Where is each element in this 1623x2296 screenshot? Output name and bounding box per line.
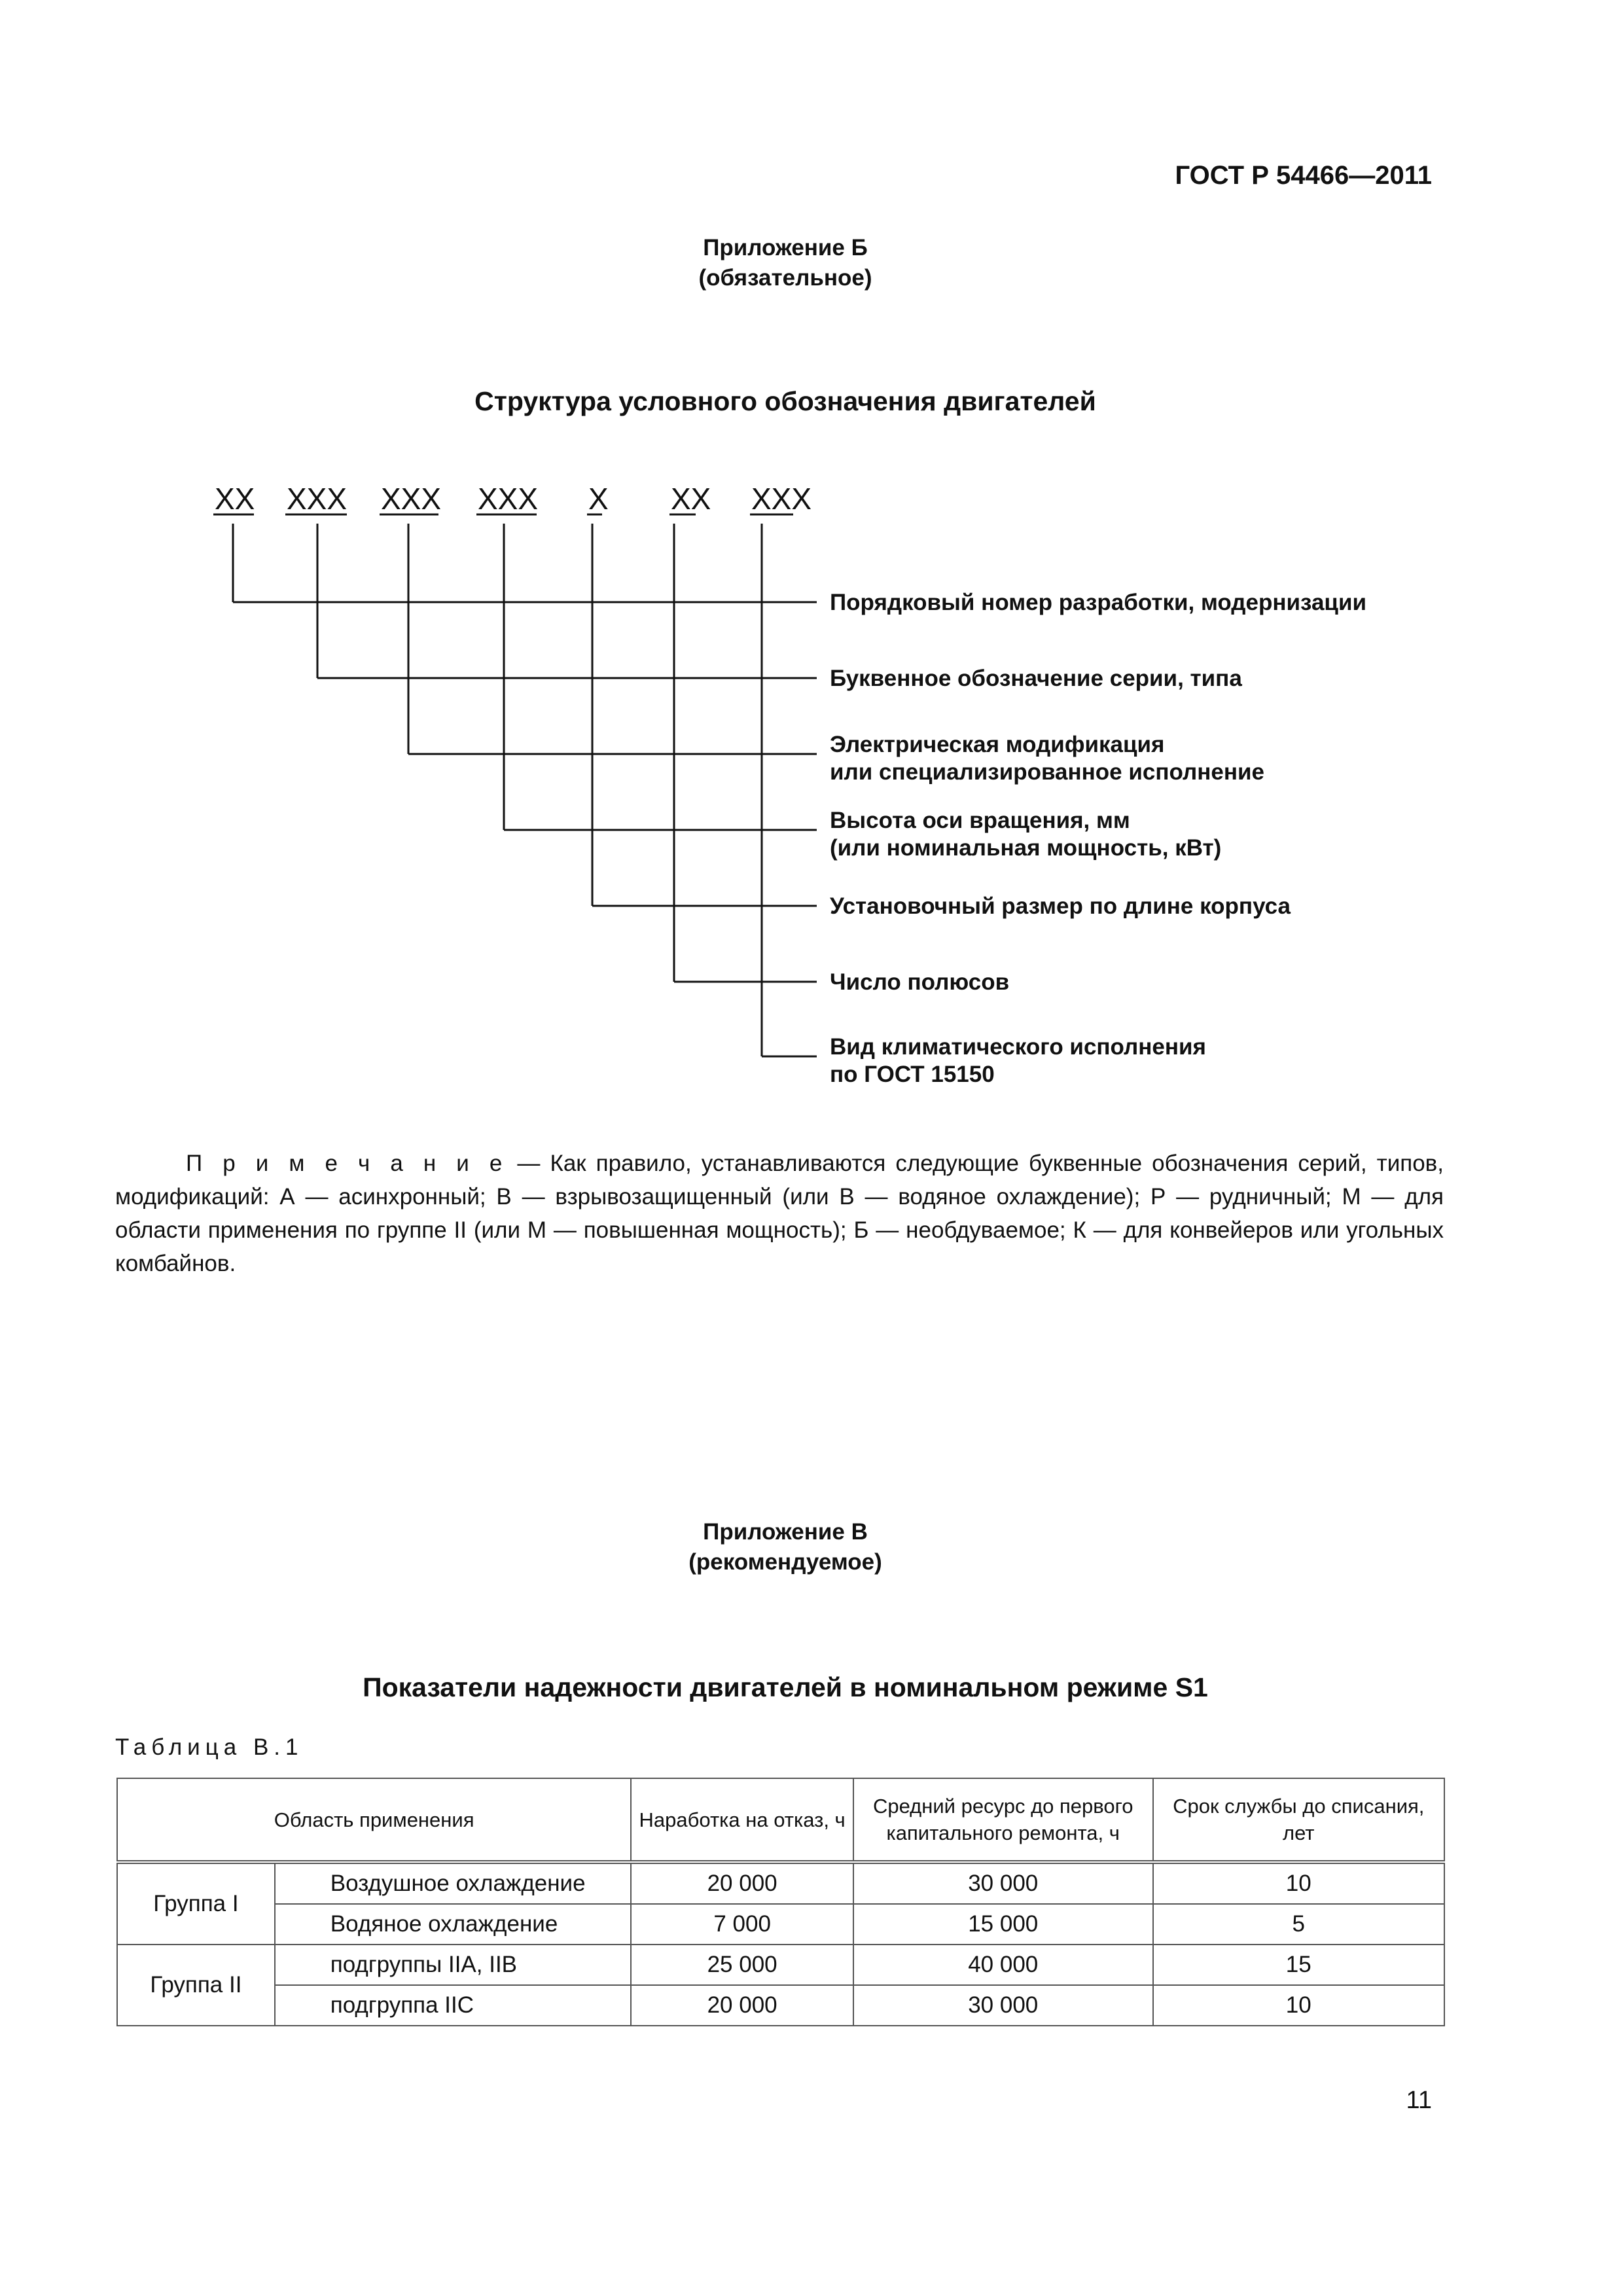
subgroup-cell: подгруппы IIA, IIB [275, 1945, 632, 1985]
designation-structure-title: Структура условного обозначения двигателей [474, 386, 1096, 416]
code-placeholder-3: ХХХ [381, 482, 442, 516]
table-row [117, 1945, 1444, 1985]
appendix-c-status: (рекомендуемое) [688, 1549, 882, 1575]
designation-description-1: Порядковый номер разработки, модернизации [830, 590, 1366, 615]
designation-diagram [0, 0, 1623, 1126]
designation-description-4: (или номинальная мощность, кВт) [830, 835, 1222, 861]
document-code: ГОСТ Р 54466—2011 [1175, 161, 1432, 190]
designation-description-5: Установочный размер по длине корпуса [830, 893, 1291, 919]
code-placeholder-6: ХХ [671, 482, 711, 516]
designation-description-3: Электрическая модификация [830, 732, 1165, 757]
col-header-resource: Средний ресурс до первого капитального ремонта, ч [853, 1778, 1153, 1862]
reliability-title: Показатели надежности двигателей в номинальном режиме S1 [363, 1672, 1208, 1702]
resource-cell: 40 000 [853, 1945, 1153, 1985]
col-header-life: Срок службы до списания, лет [1153, 1778, 1445, 1862]
life-cell: 10 [1153, 1985, 1445, 2026]
subgroup-cell: Водяное охлаждение [275, 1904, 632, 1945]
designation-description-6: Число полюсов [830, 969, 1010, 995]
mtbf-cell: 20 000 [631, 1862, 853, 1904]
life-cell: 15 [1153, 1945, 1445, 1985]
mtbf-cell: 25 000 [631, 1945, 853, 1985]
table-header-row [117, 1778, 1444, 1862]
col-header-mtbf: Наработка на отказ, ч [631, 1778, 853, 1862]
appendix-c-heading [0, 1517, 1571, 1577]
code-placeholder-4: ХХХ [478, 482, 539, 516]
table-label: Таблица В.1 [115, 1734, 304, 1760]
note-label: П р и м е ч а н и е [186, 1151, 508, 1176]
designation-description-7: Вид климатического исполнения [830, 1034, 1206, 1060]
code-placeholder-1: ХХ [215, 482, 255, 516]
resource-cell: 15 000 [853, 1904, 1153, 1945]
code-placeholder-5: Х [588, 482, 609, 516]
appendix-b-title: Приложение Б [703, 235, 868, 260]
designation-description-7: по ГОСТ 15150 [830, 1062, 995, 1087]
table-row [117, 1904, 1444, 1945]
col-header-area: Область применения [117, 1778, 631, 1862]
code-placeholder-7: ХХХ [751, 482, 812, 516]
mtbf-cell: 7 000 [631, 1904, 853, 1945]
appendix-c-title: Приложение В [703, 1519, 868, 1545]
life-cell: 10 [1153, 1862, 1445, 1904]
subgroup-cell: Воздушное охлаждение [275, 1862, 632, 1904]
appendix-b-status: (обязательное) [698, 265, 872, 291]
note-paragraph [115, 1147, 1444, 1280]
note-text: — Как правило, устанавливаются следующие буквенные обозначения серий, типов, модификаций: А — асинхронный; В — взрывозащищенный (или В — водяное охлаждение); Р — рудничный; М — для области применения по группе II (или М — повышенная мощность); Б — необдуваемое; К — для конвейеров или угольных комбайнов. [115, 1151, 1444, 1276]
life-cell: 5 [1153, 1904, 1445, 1945]
designation-description-2: Буквенное обозначение серии, типа [830, 666, 1242, 691]
table-row [117, 1862, 1444, 1904]
resource-cell: 30 000 [853, 1985, 1153, 2026]
mtbf-cell: 20 000 [631, 1985, 853, 2026]
code-placeholder-2: ХХХ [287, 482, 348, 516]
group-cell: Группа I [117, 1862, 275, 1945]
designation-description-4: Высота оси вращения, мм [830, 808, 1130, 833]
page-number: 11 [1406, 2087, 1432, 2114]
table-row [117, 1985, 1444, 2026]
group-cell: Группа II [117, 1945, 275, 2026]
reliability-table [116, 1778, 1445, 2026]
designation-description-3: или специализированное исполнение [830, 759, 1264, 785]
resource-cell: 30 000 [853, 1862, 1153, 1904]
subgroup-cell: подгруппа IIC [275, 1985, 632, 2026]
